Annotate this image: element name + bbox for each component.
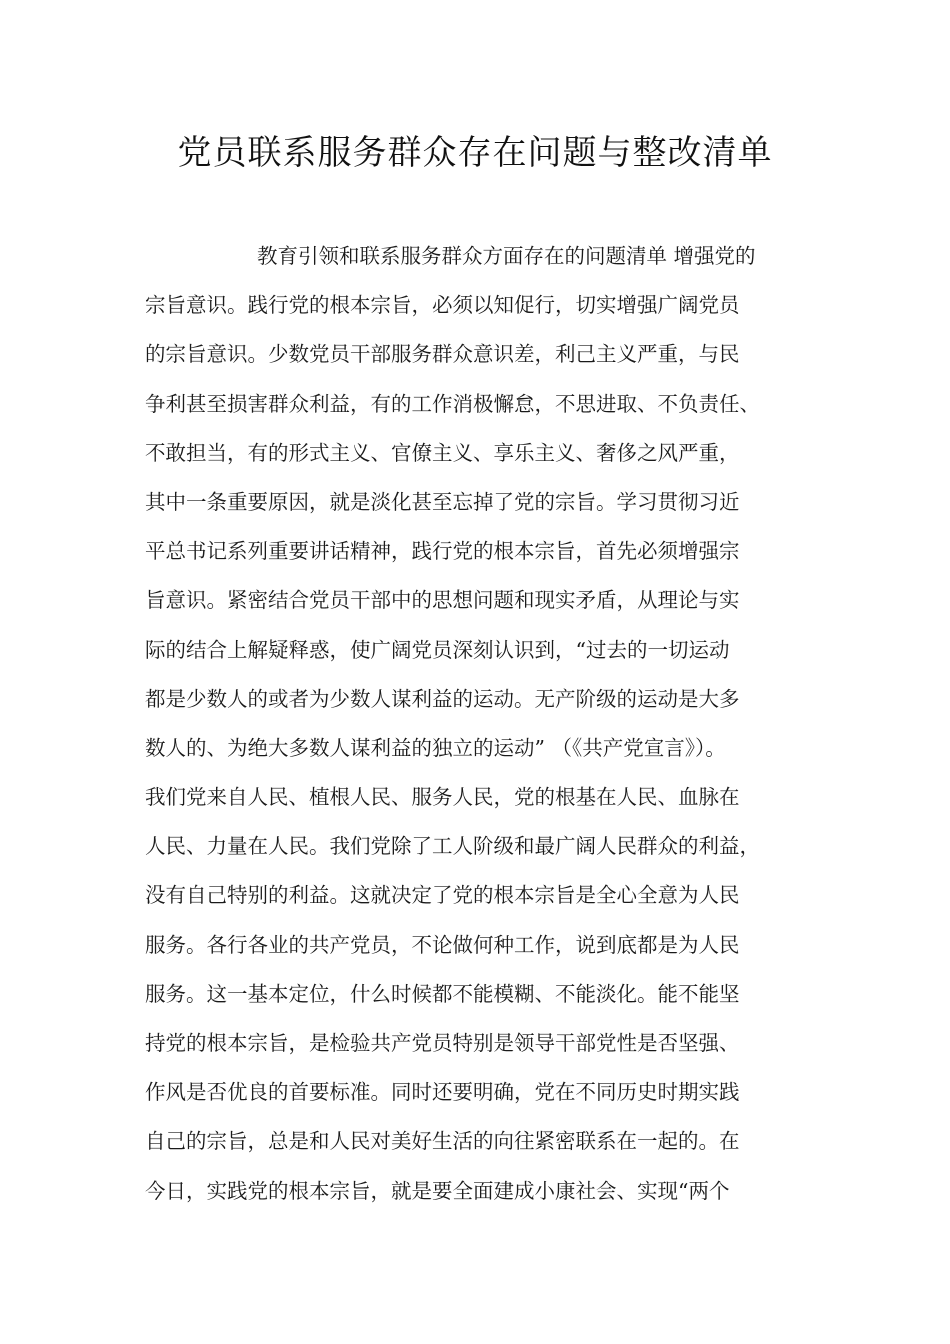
paragraph-line: 不敢担当，有的形式主义、官僚主义、享乐主义、奢侈之风严重，: [145, 440, 740, 465]
paragraph-line: 人民、力量在人民。我们党除了工人阶级和最广阔人民群众的利益，: [145, 834, 760, 859]
paragraph-line: 的宗旨意识。少数党员干部服务群众意识差，利己主义严重，与民: [145, 342, 740, 367]
paragraph-line: 平总书记系列重要讲话精神，践行党的根本宗旨，首先必须增强宗: [145, 539, 740, 564]
paragraph-line: 自己的宗旨，总是和人民对美好生活的向往紧密联系在一起的。在: [145, 1129, 740, 1154]
paragraph-line: 宗旨意识。践行党的根本宗旨，必须以知促行，切实增强广阔党员: [145, 293, 740, 318]
paragraph-line: 争利甚至损害群众利益，有的工作消极懈怠，不思进取、不负责任、: [145, 391, 760, 416]
paragraph-line: 没有自己特别的利益。这就决定了党的根本宗旨是全心全意为人民: [145, 883, 740, 908]
paragraph-line: 作风是否优良的首要标准。同时还要明确，党在不同历史时期实践: [145, 1080, 740, 1105]
paragraph-line: 持党的根本宗旨，是检验共产党员特别是领导干部党性是否坚强、: [145, 1031, 740, 1055]
paragraph-line: 数人的、为绝大多数人谋利益的独立的运动” （《共产党宣言》）。: [145, 735, 726, 760]
paragraph-line: 旨意识。紧密结合党员干部中的思想问题和现实矛盾，从理论与实: [145, 588, 740, 613]
paragraph-line: 今日，实践党的根本宗旨，就是要全面建成小康社会、实现“两个: [145, 1178, 730, 1203]
paragraph-line: 服务。这一基本定位，什么时候都不能模糊、不能淡化。能不能坚: [145, 981, 740, 1006]
document-body: [145, 232, 825, 1216]
paragraph-line: 服务。各行各业的共产党员，不论做何种工作，说到底都是为人民: [145, 932, 740, 957]
paragraph-line: 我们党来自人民、植根人民、服务人民，党的根基在人民、血脉在: [145, 785, 740, 810]
paragraph-line: 教育引领和联系服务群众方面存在的问题清单 增强党的: [257, 244, 756, 268]
paragraph-line: 都是少数人的或者为少数人谋利益的运动。无产阶级的运动是大多: [145, 686, 740, 711]
paragraph-line: 际的结合上解疑释惑，使广阔党员深刻认识到，“过去的一切运动: [145, 637, 730, 662]
document-title: 党员联系服务群众存在问题与整改清单: [177, 133, 773, 173]
paragraph-line: 其中一条重要原因，就是淡化甚至忘掉了党的宗旨。学习贯彻习近: [145, 489, 740, 514]
